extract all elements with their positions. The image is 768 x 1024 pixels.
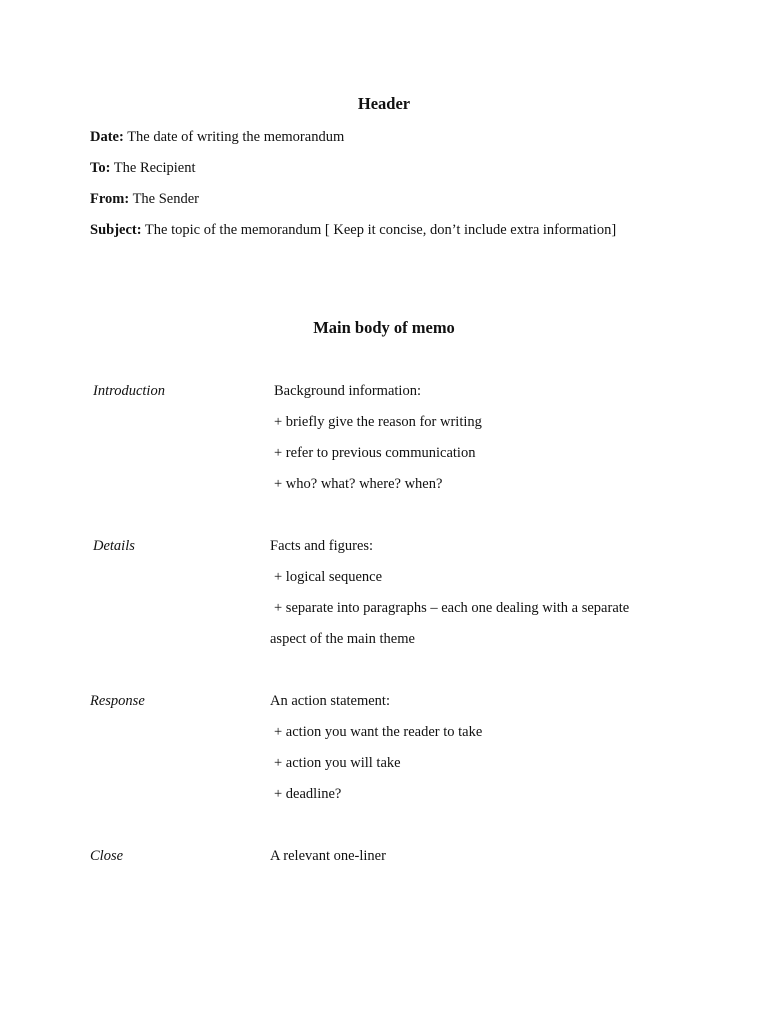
- introduction-line: + briefly give the reason for writing: [274, 414, 482, 430]
- introduction-line: + who? what? where? when?: [274, 476, 443, 492]
- response-line: An action statement:: [270, 693, 390, 709]
- from-value: The Sender: [129, 191, 199, 207]
- section-label-response: Response: [90, 693, 145, 709]
- response-line: + action you will take: [274, 755, 401, 771]
- to-label: To:: [90, 160, 111, 176]
- details-line: Facts and figures:: [270, 538, 374, 554]
- date-label: Date:: [90, 129, 124, 145]
- from-field: [90, 190, 199, 208]
- from-label: From:: [90, 191, 130, 207]
- introduction-line: Background information:: [274, 383, 421, 399]
- response-line: + deadline?: [274, 786, 342, 802]
- to-field: [90, 159, 196, 177]
- body-title: Main body of memo: [313, 318, 455, 337]
- to-value: The Recipient: [110, 160, 196, 176]
- section-label-details: Details: [93, 538, 135, 554]
- date-field: [90, 128, 344, 146]
- details-line: + separate into paragraphs – each one dealing with a separate: [274, 600, 630, 616]
- subject-value: The topic of the memorandum [ Keep it concise, don’t include extra information]: [141, 222, 617, 238]
- subject-field: [90, 221, 616, 239]
- date-value: The date of writing the memorandum: [123, 129, 345, 145]
- header-title: Header: [357, 94, 411, 113]
- section-label-close: Close: [90, 848, 124, 864]
- close-line: A relevant one-liner: [270, 848, 386, 864]
- details-line: + logical sequence: [274, 569, 383, 585]
- section-label-introduction: Introduction: [93, 383, 165, 399]
- introduction-line: + refer to previous communication: [274, 445, 476, 461]
- details-line: aspect of the main theme: [270, 631, 415, 647]
- subject-label: Subject:: [90, 222, 142, 238]
- response-line: + action you want the reader to take: [274, 724, 483, 740]
